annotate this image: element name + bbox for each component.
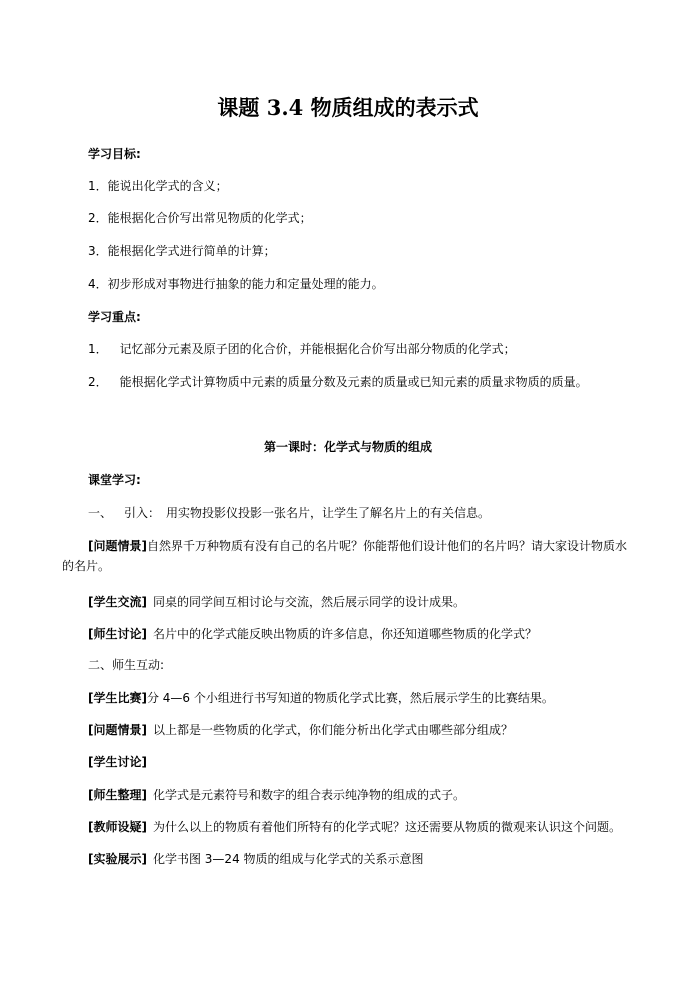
interaction-heading: 二、师生互动:: [88, 658, 165, 672]
objectives-heading: 学习目标:: [88, 147, 141, 161]
key-points-heading: 学习重点:: [88, 310, 141, 324]
paragraph-teacher-question: [88, 819, 621, 835]
paragraph-experiment-demo: [88, 851, 424, 867]
objective-item-2: 2．能根据化合价写出常见物质的化学式；: [88, 211, 312, 225]
paragraph-student-competition: [88, 690, 554, 706]
key-point-item-2: [88, 374, 588, 390]
key-point-number: 1．: [88, 342, 108, 356]
paragraph-continuation: 的名片。: [62, 559, 111, 573]
intro-label: 引入：: [124, 506, 161, 520]
paragraph-tag: [学生交流]: [88, 595, 147, 609]
paragraph-teacher-student-discussion: [88, 626, 537, 642]
paragraph-tag: [问题情景]: [88, 723, 147, 737]
paragraph-text: 自然界千万种物质有没有自己的名片呢？你能帮他们设计他们的名片吗？请大家设计物质水: [146, 539, 627, 553]
paragraph-tag: [教师设疑]: [88, 820, 147, 834]
paragraph-tag: [学生讨论]: [88, 755, 147, 769]
lesson-title: 第一课时：化学式与物质的组成: [263, 440, 432, 454]
paragraph-tag: [师生讨论]: [88, 627, 147, 641]
paragraph-tag: [实验展示]: [88, 852, 147, 866]
paragraph-text: 化学式是元素符号和数字的组合表示纯净物的组成的式子。: [152, 788, 465, 802]
intro-number: 一、: [88, 506, 113, 520]
paragraph-tag: [师生整理]: [88, 788, 147, 802]
key-point-item-1: [88, 341, 516, 357]
paragraph-problem-scenario: [88, 538, 627, 554]
intro-line: [88, 505, 490, 521]
key-point-text: 记忆部分元素及原子团的化合价，并能根据化合价写出部分物质的化学式；: [119, 342, 516, 356]
paragraph-student-exchange: [88, 594, 465, 610]
objective-item-4: 4．初步形成对事物进行抽象的能力和定量处理的能力。: [88, 277, 384, 291]
page-title: 课题 3.4 物质组成的表示式: [217, 95, 479, 120]
paragraph-problem-scenario-2: [88, 722, 513, 738]
paragraph-text: 化学书图 3—24 物质的组成与化学式的关系示意图: [152, 852, 424, 866]
paragraph-text: 名片中的化学式能反映出物质的许多信息，你还知道哪些物质的化学式？: [152, 627, 537, 641]
paragraph-text: 同桌的同学间互相讨论与交流，然后展示同学的设计成果。: [152, 595, 465, 609]
objective-item-3: 3．能根据化学式进行简单的计算；: [88, 244, 276, 258]
paragraph-text: 分 4—6 个小组进行书写知道的物质化学式比赛，然后展示学生的比赛结果。: [146, 691, 554, 705]
objective-item-1: 1．能说出化学式的含义；: [88, 179, 228, 193]
paragraph-tag: [问题情景]: [88, 539, 147, 553]
key-point-text: 能根据化学式计算物质中元素的质量分数及元素的质量或已知元素的质量求物质的质量。: [119, 375, 588, 389]
paragraph-student-discussion: [88, 754, 147, 770]
paragraph-teacher-student-summary: [88, 787, 465, 803]
intro-text: 用实物投影仪投影一张名片，让学生了解名片上的有关信息。: [166, 506, 491, 520]
key-point-number: 2．: [88, 375, 108, 389]
paragraph-tag: [学生比赛]: [88, 691, 147, 705]
paragraph-text: 以上都是一些物质的化学式，你们能分析出化学式由哪些部分组成？: [152, 723, 513, 737]
paragraph-text: 为什么以上的物质有着他们所特有的化学式呢？这还需要从物质的微观来认识这个问题。: [152, 820, 621, 834]
class-study-heading: 课堂学习:: [88, 473, 141, 487]
